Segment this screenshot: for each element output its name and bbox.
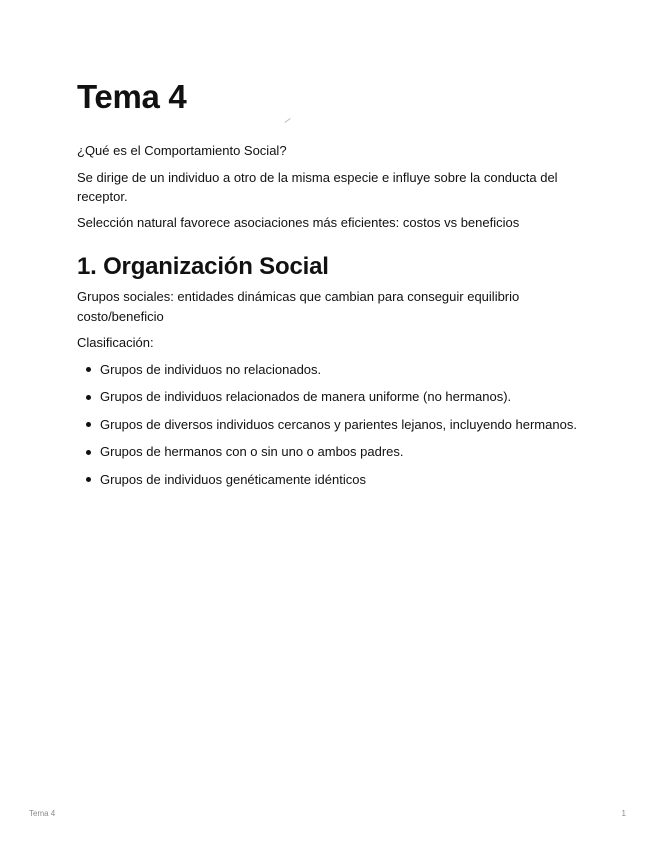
list-item bbox=[77, 360, 577, 380]
bullet-dot-icon bbox=[86, 450, 91, 455]
bullet-dot-icon bbox=[86, 422, 91, 427]
bullet-dot-icon bbox=[86, 395, 91, 400]
intro-definition: Se dirige de un individuo a otro de la misma especie e influye sobre la conducta del receptor. bbox=[77, 169, 558, 204]
intro-selection: Selección natural favorece asociaciones más eficientes: costos vs beneficios bbox=[77, 214, 520, 230]
list-item-text: Grupos de hermanos con o sin uno o ambos padres. bbox=[100, 444, 404, 459]
classification-list bbox=[77, 360, 577, 490]
groups-text: Grupos sociales: entidades dinámicas que cambian para conseguir equilibrio costo/beneficio bbox=[77, 289, 520, 324]
footer-title: Tema 4 bbox=[29, 809, 56, 818]
list-item-text: Grupos de individuos relacionados de manera uniforme (no hermanos). bbox=[100, 389, 512, 404]
classification-label: Clasificación: bbox=[77, 335, 154, 350]
decorative-mark bbox=[284, 118, 290, 123]
page-content bbox=[77, 78, 577, 497]
list-item bbox=[77, 387, 577, 407]
list-item bbox=[77, 415, 577, 435]
list-item-text: Grupos de individuos no relacionados. bbox=[100, 361, 322, 377]
section-heading: 1. Organización Social bbox=[77, 253, 329, 280]
list-item bbox=[77, 442, 577, 462]
list-item-text: Grupos de diversos individuos cercanos y parientes lejanos, incluyendo hermanos. bbox=[100, 416, 577, 432]
intro-question: ¿Qué es el Comportamiento Social? bbox=[77, 143, 287, 158]
bullet-dot-icon bbox=[86, 477, 91, 482]
list-item bbox=[77, 470, 577, 490]
page-number: 1 bbox=[621, 809, 626, 818]
list-item-text: Grupos de individuos genéticamente idénticos bbox=[100, 471, 366, 487]
page-title: Tema 4 bbox=[77, 78, 187, 115]
bullet-dot-icon bbox=[86, 367, 91, 372]
